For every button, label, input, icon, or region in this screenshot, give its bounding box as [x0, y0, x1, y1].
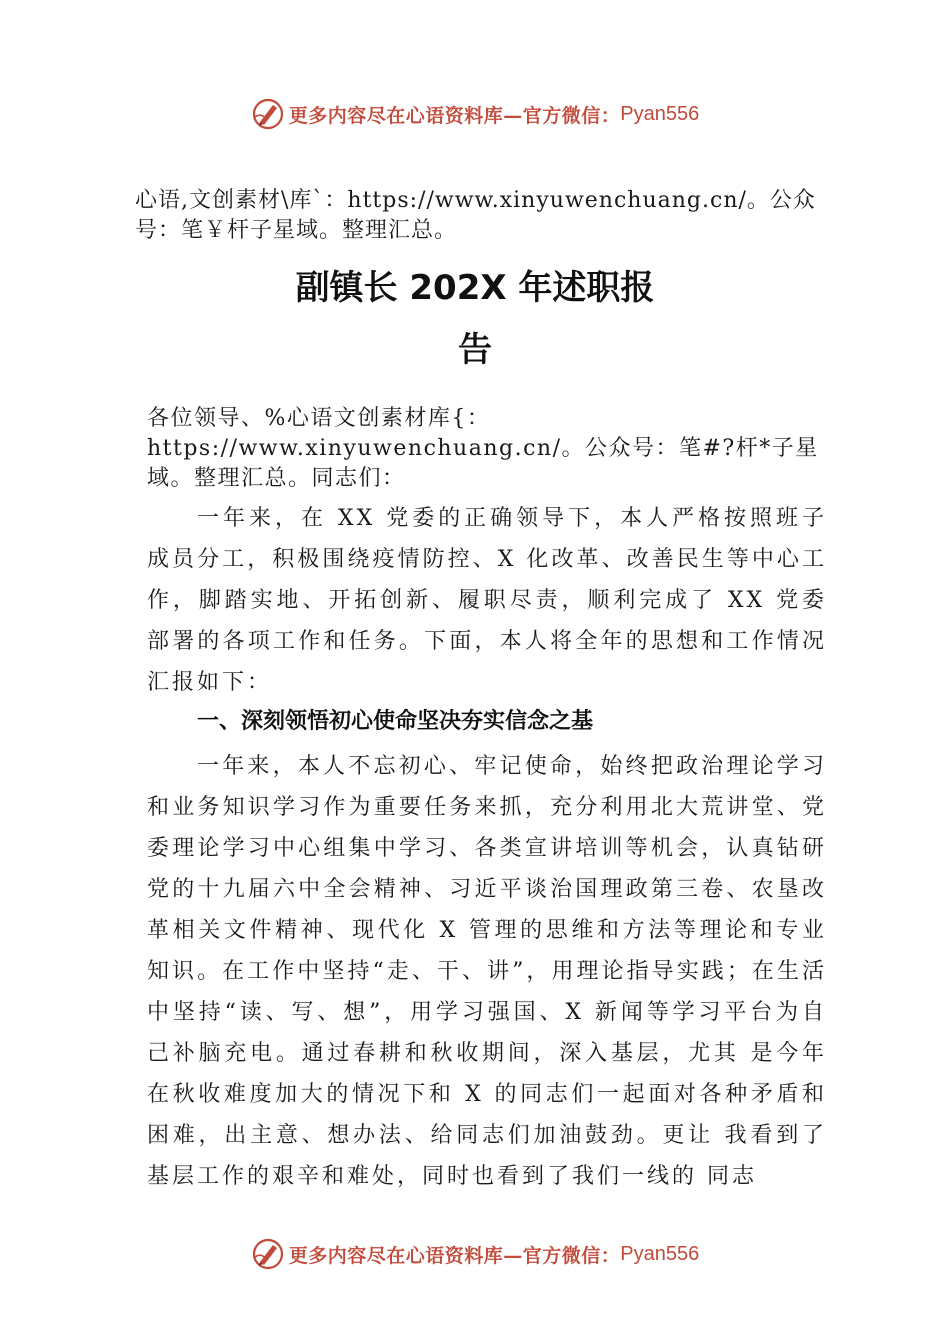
- salutation: 各位领导、%心语文创素材库{：https://www.xinyuwenchuang.cn/。公众号：笔#?杆*子星域。整理汇总。同志们：: [147, 406, 819, 491]
- watermark-brand-text: 更多内容尽在心语资料库—官方微信：: [288, 1244, 621, 1267]
- watermark-wechat-id: Pyan556: [620, 102, 700, 125]
- section-heading-1: 一、深刻领悟初心使命坚决夯实信念之基: [197, 709, 594, 734]
- watermark-banner-top: [0, 94, 950, 134]
- watermark-brand-text: 更多内容尽在心语资料库—官方微信：: [288, 104, 621, 127]
- intro-note: 心语,文创素材\库`：https://www.xinyuwenchuang.cn/。公众号：笔￥杆子星域。整理汇总。: [135, 188, 816, 243]
- paragraph-section-1: 一年来，本人不忘初心、牢记使命，始终把政治理论学习和业务知识学习作为重要任务来抓，充分利用北大荒讲堂、党委理论学习中心组集中学习、各类宣讲培训等机会，认真钻研党的十九届六中全会精神、习近平谈治国理政第三卷、农垦改革相关文件精神、现代化 X 管理的思维和方法等理论和专业知识。在工作中坚持“走、干、讲”，用理论指导实践；在生活中坚持“读、写、想”，用学习强国、X 新闻等学习平台为自己补脑充电。通过春耕和秋收期间，深入基层，尤其 是今年在秋收难度加大的情况下和 X 的同志们一起面对各种矛盾和困难，出主意、想办法、给同志们加油鼓劲。更让 我看到了基层工作的艰辛和难处，同时也看到了我们一线的 同志: [147, 754, 827, 1189]
- paragraph-intro: 一年来，在 XX 党委的正确领导下，本人严格按照班子成员分工，积极围绕疫情防控、X 化改革、改善民生等中心工作，脚踏实地、开拓创新、履职尽责，顺利完成了 XX 党委部署的各项工作和任务。下面，本人将全年的思想和工作情况汇报如下：: [147, 506, 827, 695]
- document-title-line-2: 告: [458, 330, 492, 370]
- pen-logo-icon: [251, 97, 285, 131]
- watermark-wechat-id: Pyan556: [620, 1242, 700, 1265]
- watermark-banner-bottom: [0, 1234, 950, 1274]
- document-title-line-1: 副镇长 202X 年述职报: [295, 268, 655, 308]
- pen-logo-icon: [251, 1237, 285, 1271]
